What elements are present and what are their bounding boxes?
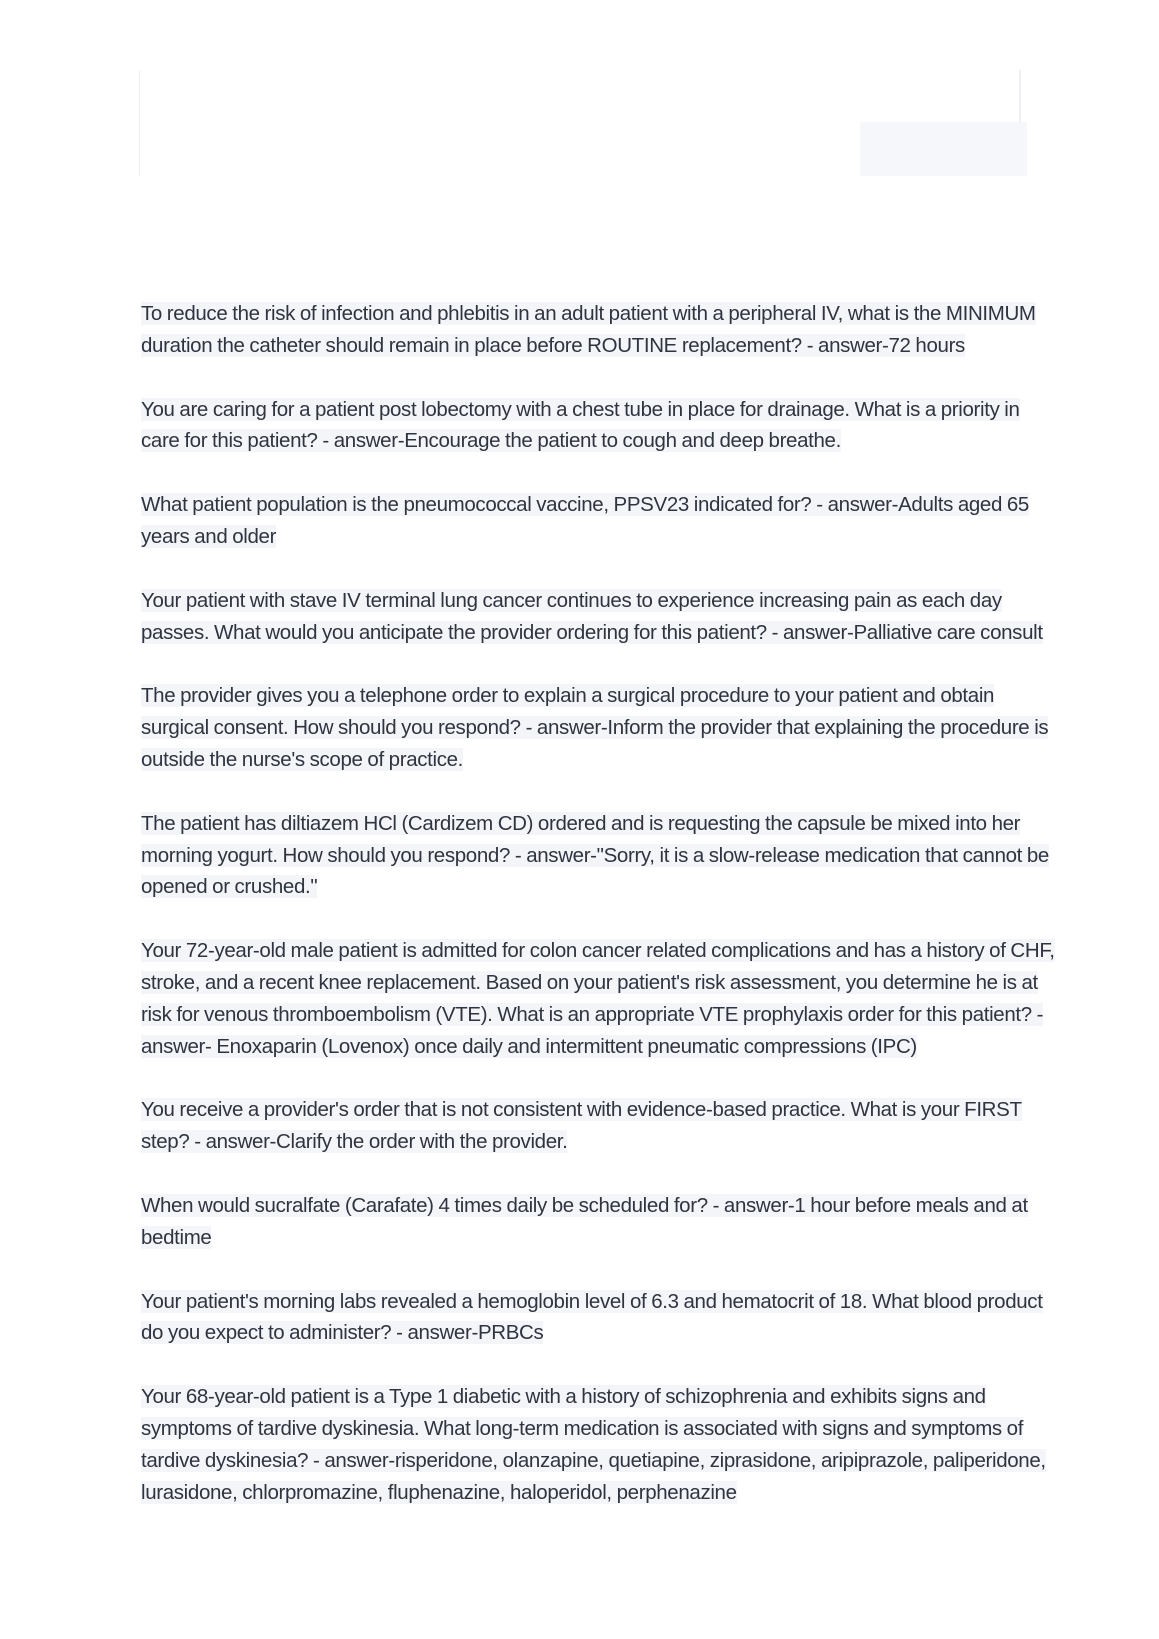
question-text: When would sucralfate (Carafate) 4 times daily be scheduled for? [141, 1193, 708, 1217]
qa-item [141, 394, 1061, 458]
question-text: To reduce the risk of infection and phlebitis in an adult patient with a peripheral IV, what is the MINIMUM duration the catheter should remain in place before ROUTINE replacement? [141, 302, 1036, 357]
question-text: What patient population is the pneumococcal vaccine, PPSV23 indicated for? [141, 493, 812, 517]
answer-text: Encourage the patient to cough and deep breathe. [404, 429, 841, 453]
answer-separator: - answer- [766, 620, 854, 644]
answer-text: Adults aged 65 years and older [141, 493, 1029, 548]
answer-separator: - answer- [801, 333, 889, 357]
qa-item [141, 1381, 1061, 1508]
question-text: The provider gives you a telephone order to explain a surgical procedure to your patient and obtain surgical consent. How should you respond? [141, 684, 995, 740]
qa-item [141, 1190, 1061, 1254]
answer-text: 72 hours [888, 333, 965, 357]
answer-separator: - answer- [189, 1130, 277, 1154]
qa-item [141, 585, 1061, 649]
qa-item [141, 808, 1061, 903]
qa-item [141, 1286, 1061, 1350]
question-text: You receive a provider's order that is not consistent with evidence-based practice. What is your FIRST step? [141, 1098, 1022, 1154]
answer-text: Enoxaparin (Lovenox) once daily and intermittent pneumatic compressions (IPC) [211, 1034, 917, 1058]
answer-separator: - answer- [707, 1193, 795, 1217]
answer-text: 1 hour before meals and at bedtime [141, 1193, 1028, 1249]
question-text: Your patient with stave IV terminal lung cancer continues to experience increasing pain as each day passes. What would you anticipate the provider ordering for this patient? [141, 588, 1002, 644]
answer-text: Palliative care consult [853, 620, 1043, 644]
answer-separator: - answer- [510, 843, 597, 867]
answer-text: risperidone, olanzapine, quetiapine, ziprasidone, aripiprazole, paliperidone, lurasidone, chlorpromazine, fluphenazine, haloperidol, perphenazine [141, 1448, 1046, 1504]
qa-item [141, 298, 1061, 362]
answer-text: "Sorry, it is a slow-release medication that cannot be opened or crushed." [141, 843, 1049, 899]
answer-separator: - answer- [317, 429, 405, 453]
answer-text: Inform the provider that explaining the procedure is outside the nurse's scope of practice. [141, 716, 1049, 771]
header-divider-left [139, 70, 140, 176]
question-text: Your patient's morning labs revealed a hemoglobin level of 6.3 and hematocrit of 18. What blood product do you expect to administer? [141, 1289, 1043, 1345]
qa-item [141, 935, 1061, 1062]
answer-text: Clarify the order with the provider. [276, 1130, 568, 1154]
question-text: The patient has diltiazem HCl (Cardizem CD) ordered and is requesting the capsule be mixed into her morning yogurt. How should you respond? [141, 811, 1021, 867]
header-divider-right [1019, 70, 1021, 122]
header-placeholder-box [860, 122, 1027, 176]
answer-separator: - answer- [811, 493, 899, 517]
answer-separator: - answer- [520, 716, 608, 740]
answer-separator: - answer- [141, 1002, 1044, 1058]
question-text: Your 68-year-old patient is a Type 1 diabetic with a history of schizophrenia and exhibits signs and symptoms of tardive dyskinesia. What long-term medication is associated with signs and symptoms of tardive dyskinesia? [141, 1385, 1024, 1472]
qa-item [141, 1094, 1061, 1158]
qa-item [141, 680, 1061, 775]
question-text: You are caring for a patient post lobectomy with a chest tube in place for drainage. What is a priority in care for this patient? [141, 397, 1020, 453]
answer-separator: - answer- [391, 1321, 478, 1345]
answer-text: PRBCs [477, 1321, 544, 1345]
answer-separator: - answer- [308, 1448, 395, 1472]
qa-item [141, 489, 1061, 553]
qa-list [141, 298, 1061, 1540]
question-text: Your 72-year-old male patient is admitted for colon cancer related complications and has a history of CHF, stroke, and a recent knee replacement. Based on your patient's risk assessment, you determine he is at risk for venous thromboembolism (VTE). What is an appropriate VTE prophylaxis order for this patient? [141, 939, 1055, 1026]
